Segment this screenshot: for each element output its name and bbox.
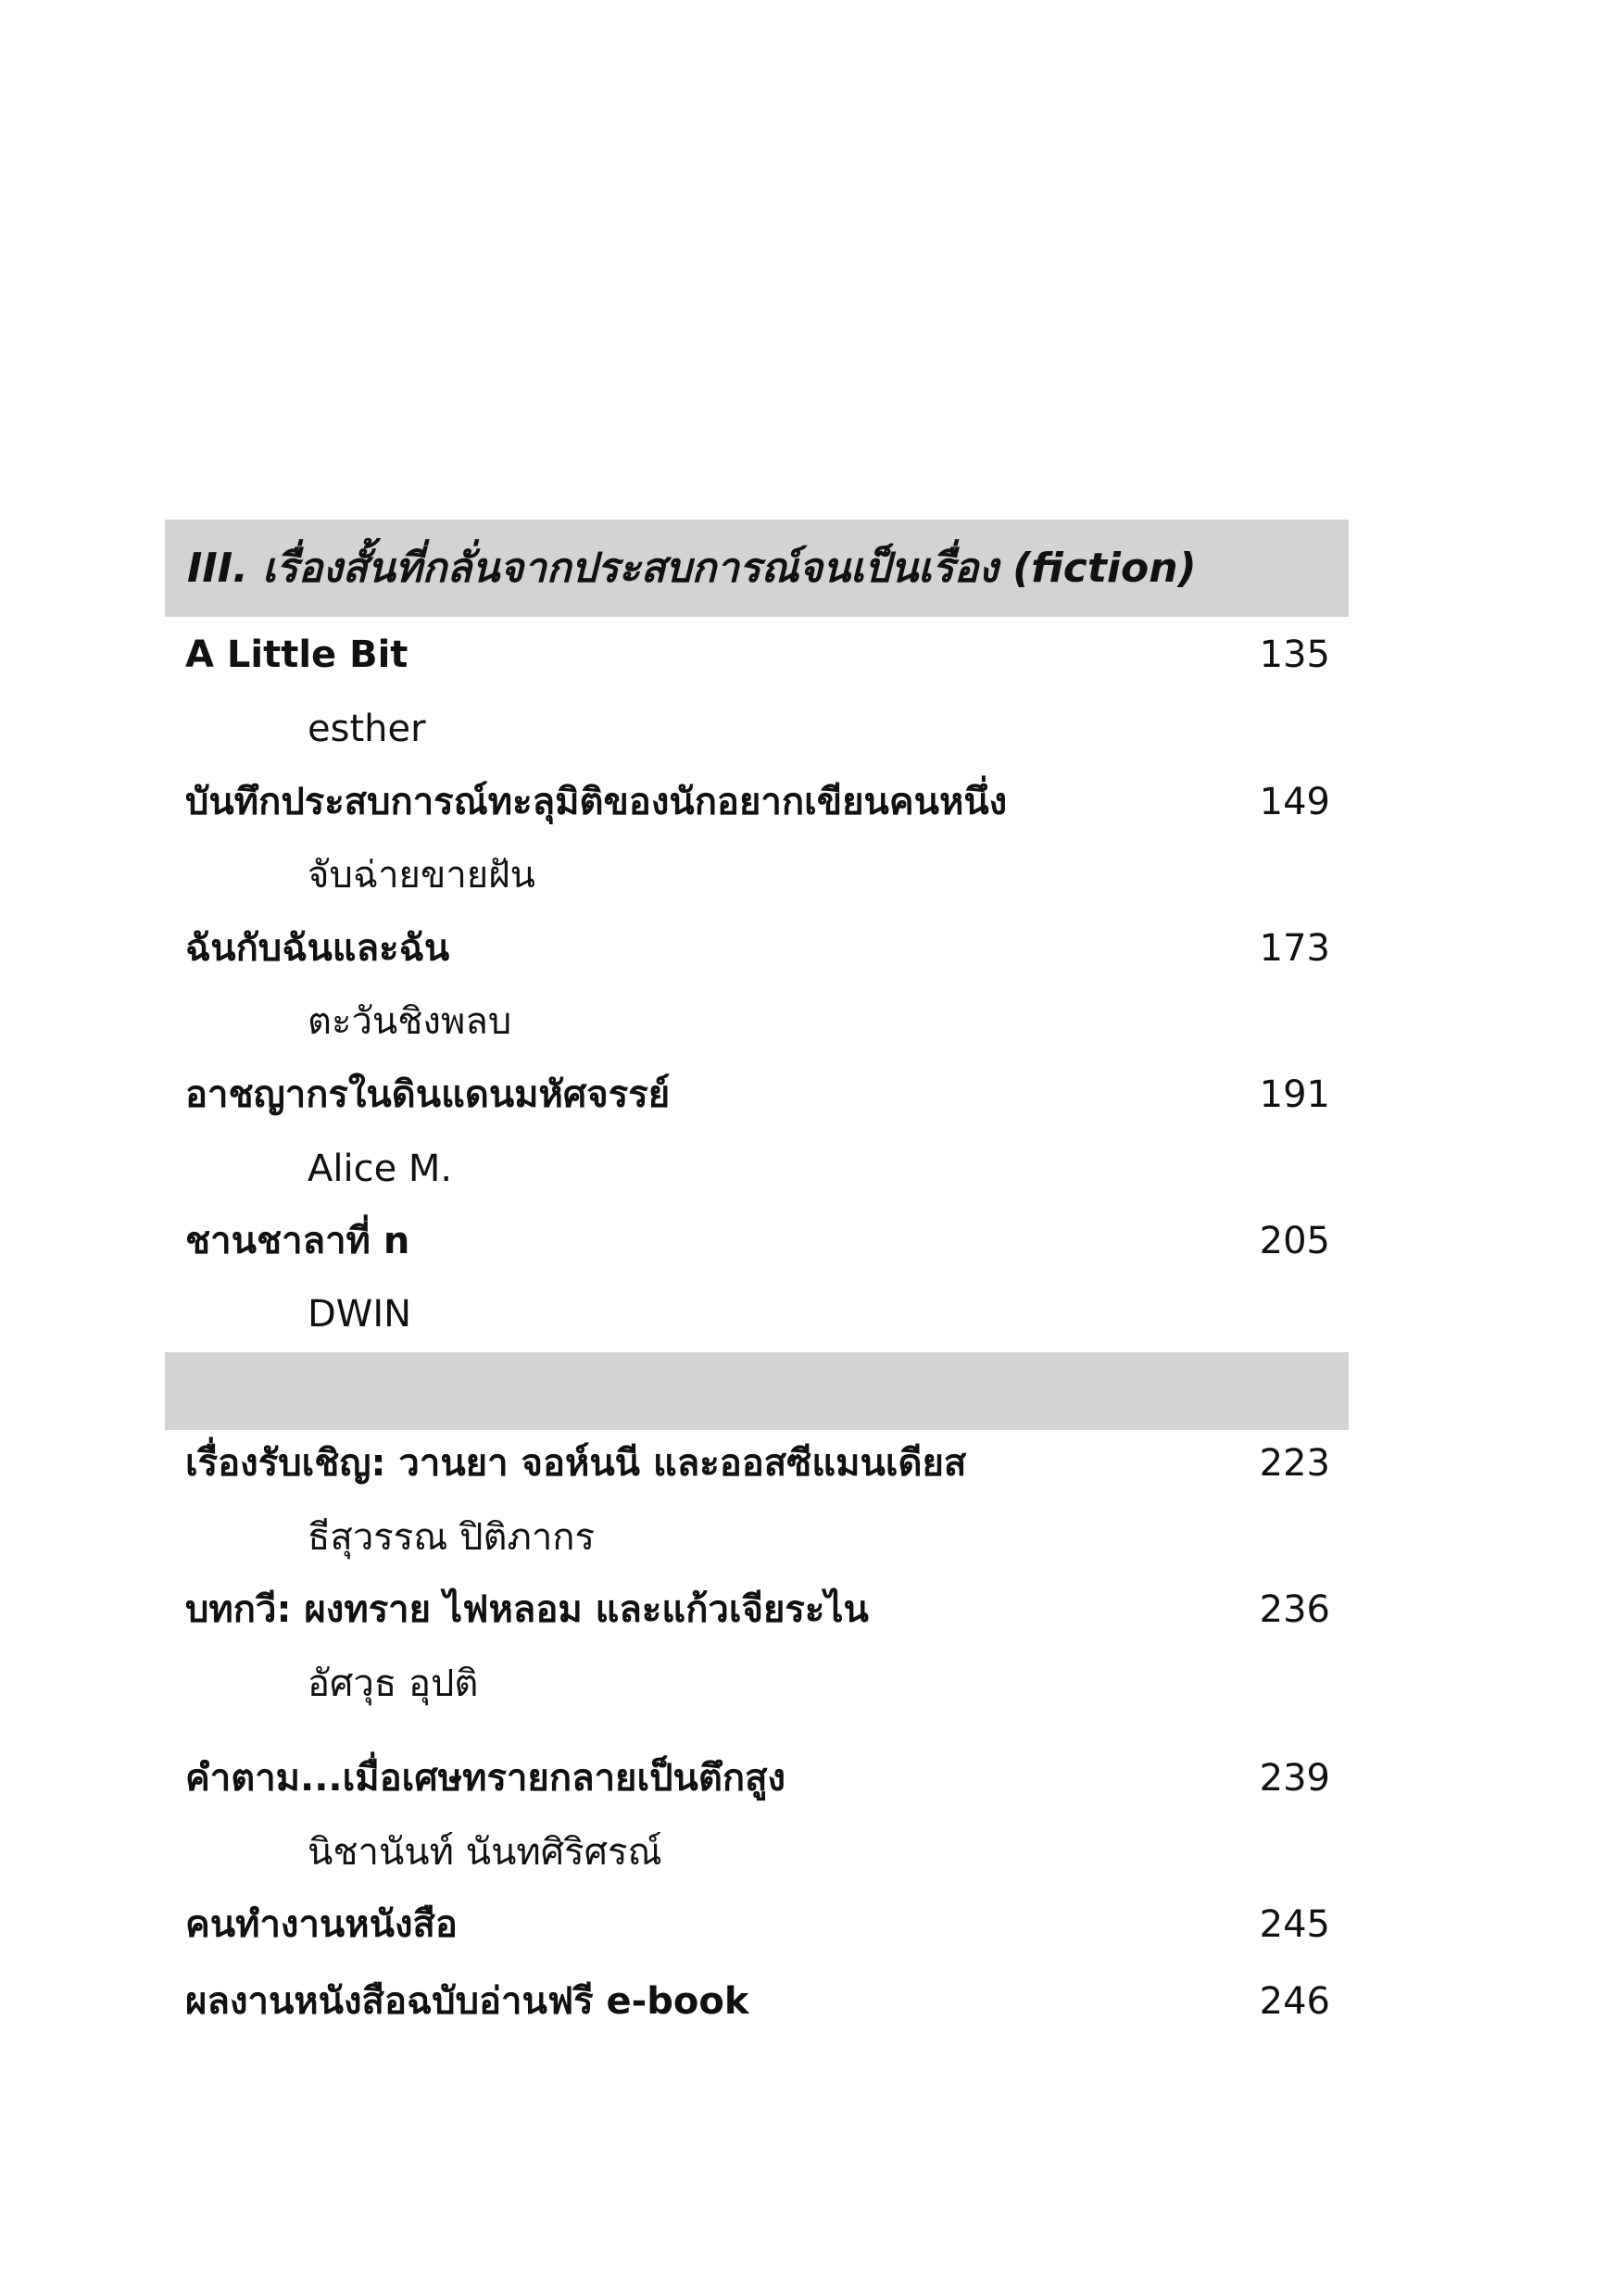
- section-header-band: [165, 520, 1349, 617]
- entry-author: ธีสุวรรณ ปิติภากร: [308, 1516, 595, 1559]
- page-number: 236: [1259, 1588, 1330, 1631]
- entry-title: ผลงานหนังสือฉบับอ่านฟรี e-book: [185, 1980, 749, 2023]
- toc-entry[interactable]: [185, 1065, 1330, 1124]
- toc-entry[interactable]: [185, 1434, 1330, 1493]
- page-number: 205: [1259, 1220, 1330, 1262]
- entry-author: ตะวันชิงพลบ: [308, 1000, 512, 1043]
- entry-title: บันทึกประสบการณ์ทะลุมิติของนักอยากเขียนคนหนึ่ง: [185, 781, 1008, 823]
- entry-author: esther: [308, 708, 426, 750]
- toc-entry[interactable]: [185, 1580, 1330, 1639]
- page-number: 135: [1259, 634, 1330, 676]
- toc-entry[interactable]: [185, 1895, 1330, 1954]
- entry-author: จับฉ่ายขายฝัน: [308, 854, 535, 897]
- entry-author: DWIN: [308, 1293, 412, 1336]
- entry-title: เรื่องรับเชิญ: วานยา จอห์นนี และออสซีแมนเดียส: [185, 1442, 967, 1485]
- page-number: 246: [1259, 1980, 1330, 2023]
- toc-entry[interactable]: [185, 772, 1330, 832]
- page-number: 245: [1259, 1903, 1330, 1946]
- entry-title: บทกวี: ผงทราย ไฟหลอม และแก้วเจียระไน: [185, 1588, 869, 1631]
- page-number: 239: [1259, 1757, 1330, 1800]
- section-title: III. เรื่องสั้นที่กลั่นจากประสบการณ์จนเป็นเรื่อง (fiction): [187, 545, 1197, 592]
- page-number: 223: [1259, 1442, 1330, 1485]
- entry-author: นิชานันท์ นันทศิริศรณ์: [308, 1831, 662, 1874]
- entry-author: Alice M.: [308, 1148, 453, 1190]
- toc-entry[interactable]: [185, 1211, 1330, 1271]
- toc-entry[interactable]: [185, 1749, 1330, 1808]
- entry-title: ชานชาลาที่ n: [185, 1220, 410, 1262]
- page-number: 149: [1259, 781, 1330, 823]
- entry-title: คนทำงานหนังสือ: [185, 1903, 458, 1946]
- divider-band: [165, 1352, 1349, 1430]
- entry-author: อัศวุธ อุปติ: [308, 1662, 479, 1705]
- page-number: 191: [1259, 1073, 1330, 1116]
- toc-entry[interactable]: [185, 1972, 1330, 2031]
- toc-entry[interactable]: [185, 625, 1330, 684]
- entry-title: ฉันกับฉันและฉัน: [185, 927, 450, 970]
- page-number: 173: [1259, 927, 1330, 970]
- entry-title: A Little Bit: [185, 634, 408, 676]
- toc-entry[interactable]: [185, 919, 1330, 978]
- entry-title: อาชญากรในดินแดนมหัศจรรย์: [185, 1073, 671, 1116]
- entry-title: คำตาม...เมื่อเศษทรายกลายเป็นตึกสูง: [185, 1757, 786, 1800]
